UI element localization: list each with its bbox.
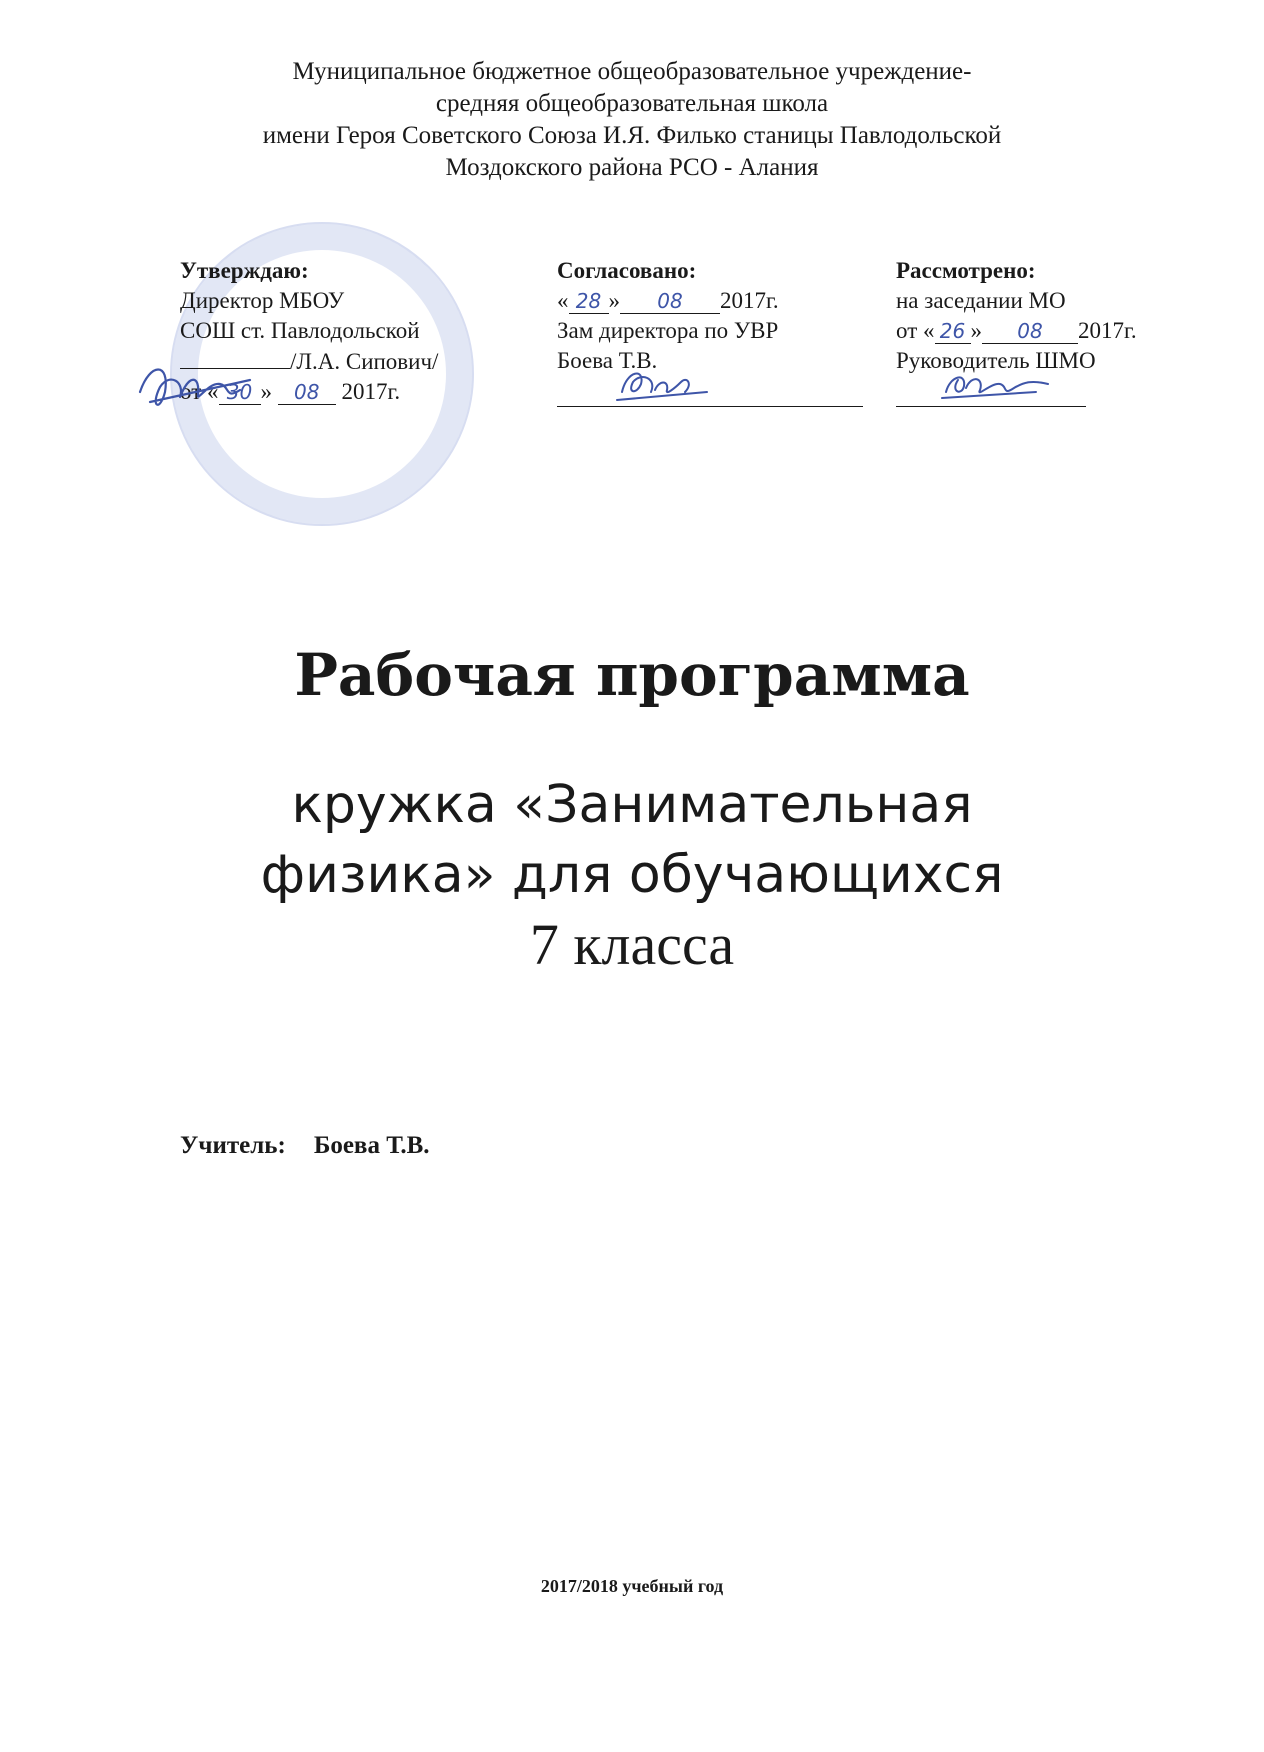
agreed-signature-line <box>557 376 863 407</box>
school-header-line-1: Муниципальное бюджетное общеобразовательное учреждение- <box>292 58 972 85</box>
approve-date-month: 08 <box>278 380 336 405</box>
reviewed-date-prefix: от « <box>896 318 935 343</box>
school-header-line-4: Моздокского района РСО - Алания <box>445 154 819 181</box>
agreed-position: Зам директора по УВР <box>557 318 779 343</box>
agreed-date-open: « <box>557 288 569 313</box>
agreed-signature <box>597 362 717 406</box>
director-signature <box>130 352 270 422</box>
agreed-date-day: 28 <box>569 289 609 314</box>
reviewed-meeting: на заседании МО <box>896 288 1066 313</box>
agreed-date-row <box>557 286 877 316</box>
agreed-date-month: 08 <box>620 289 720 314</box>
reviewed-signature <box>936 362 1056 406</box>
teacher-line <box>180 1132 430 1160</box>
academic-year: 2017/2018 учебный год <box>540 1576 724 1596</box>
reviewed-date-month: 08 <box>982 319 1078 344</box>
school-header-line-3: имени Героя Советского Союза И.Я. Филько станицы Павлодольской <box>262 122 1002 149</box>
document-subtitle <box>0 770 1264 980</box>
reviewed-date-row <box>896 316 1216 346</box>
subtitle-line-3: 7 класса <box>529 912 735 977</box>
reviewed-block <box>896 256 1216 407</box>
document-title: Рабочая программа <box>294 641 970 709</box>
agreed-name: Боева Т.В. <box>557 348 658 373</box>
approve-date-mid: » <box>260 379 272 404</box>
reviewed-signature-line <box>896 376 1086 407</box>
approve-name: /Л.А. Сипович/ <box>290 349 439 374</box>
school-header-line-2: средняя общеобразовательная школа <box>435 90 829 117</box>
agreed-heading: Согласовано: <box>557 258 697 283</box>
approve-heading: Утверждаю: <box>180 258 309 283</box>
reviewed-heading: Рассмотрено: <box>896 258 1036 283</box>
approve-position: Директор МБОУ <box>180 288 345 313</box>
reviewed-position: Руководитель ШМО <box>896 348 1096 373</box>
subtitle-line-1: кружка «Занимательная <box>291 775 973 835</box>
approve-date-year: 2017г. <box>341 379 401 404</box>
teacher-label: Учитель: <box>180 1132 286 1159</box>
reviewed-date-year: 2017г. <box>1078 318 1137 343</box>
agreed-date-mid: » <box>608 288 620 313</box>
approve-date-prefix: от « <box>180 379 219 404</box>
teacher-name: Боева Т.В. <box>313 1132 430 1159</box>
reviewed-date-day: 26 <box>935 319 971 344</box>
agreed-block <box>557 256 877 407</box>
subtitle-line-2: физика» для обучающихся <box>260 845 1004 905</box>
school-header <box>0 56 1264 184</box>
approve-school: СОШ ст. Павлодольской <box>180 318 420 343</box>
reviewed-date-mid: » <box>970 318 982 343</box>
agreed-date-year: 2017г. <box>720 288 779 313</box>
approve-date-day: 30 <box>219 380 261 405</box>
